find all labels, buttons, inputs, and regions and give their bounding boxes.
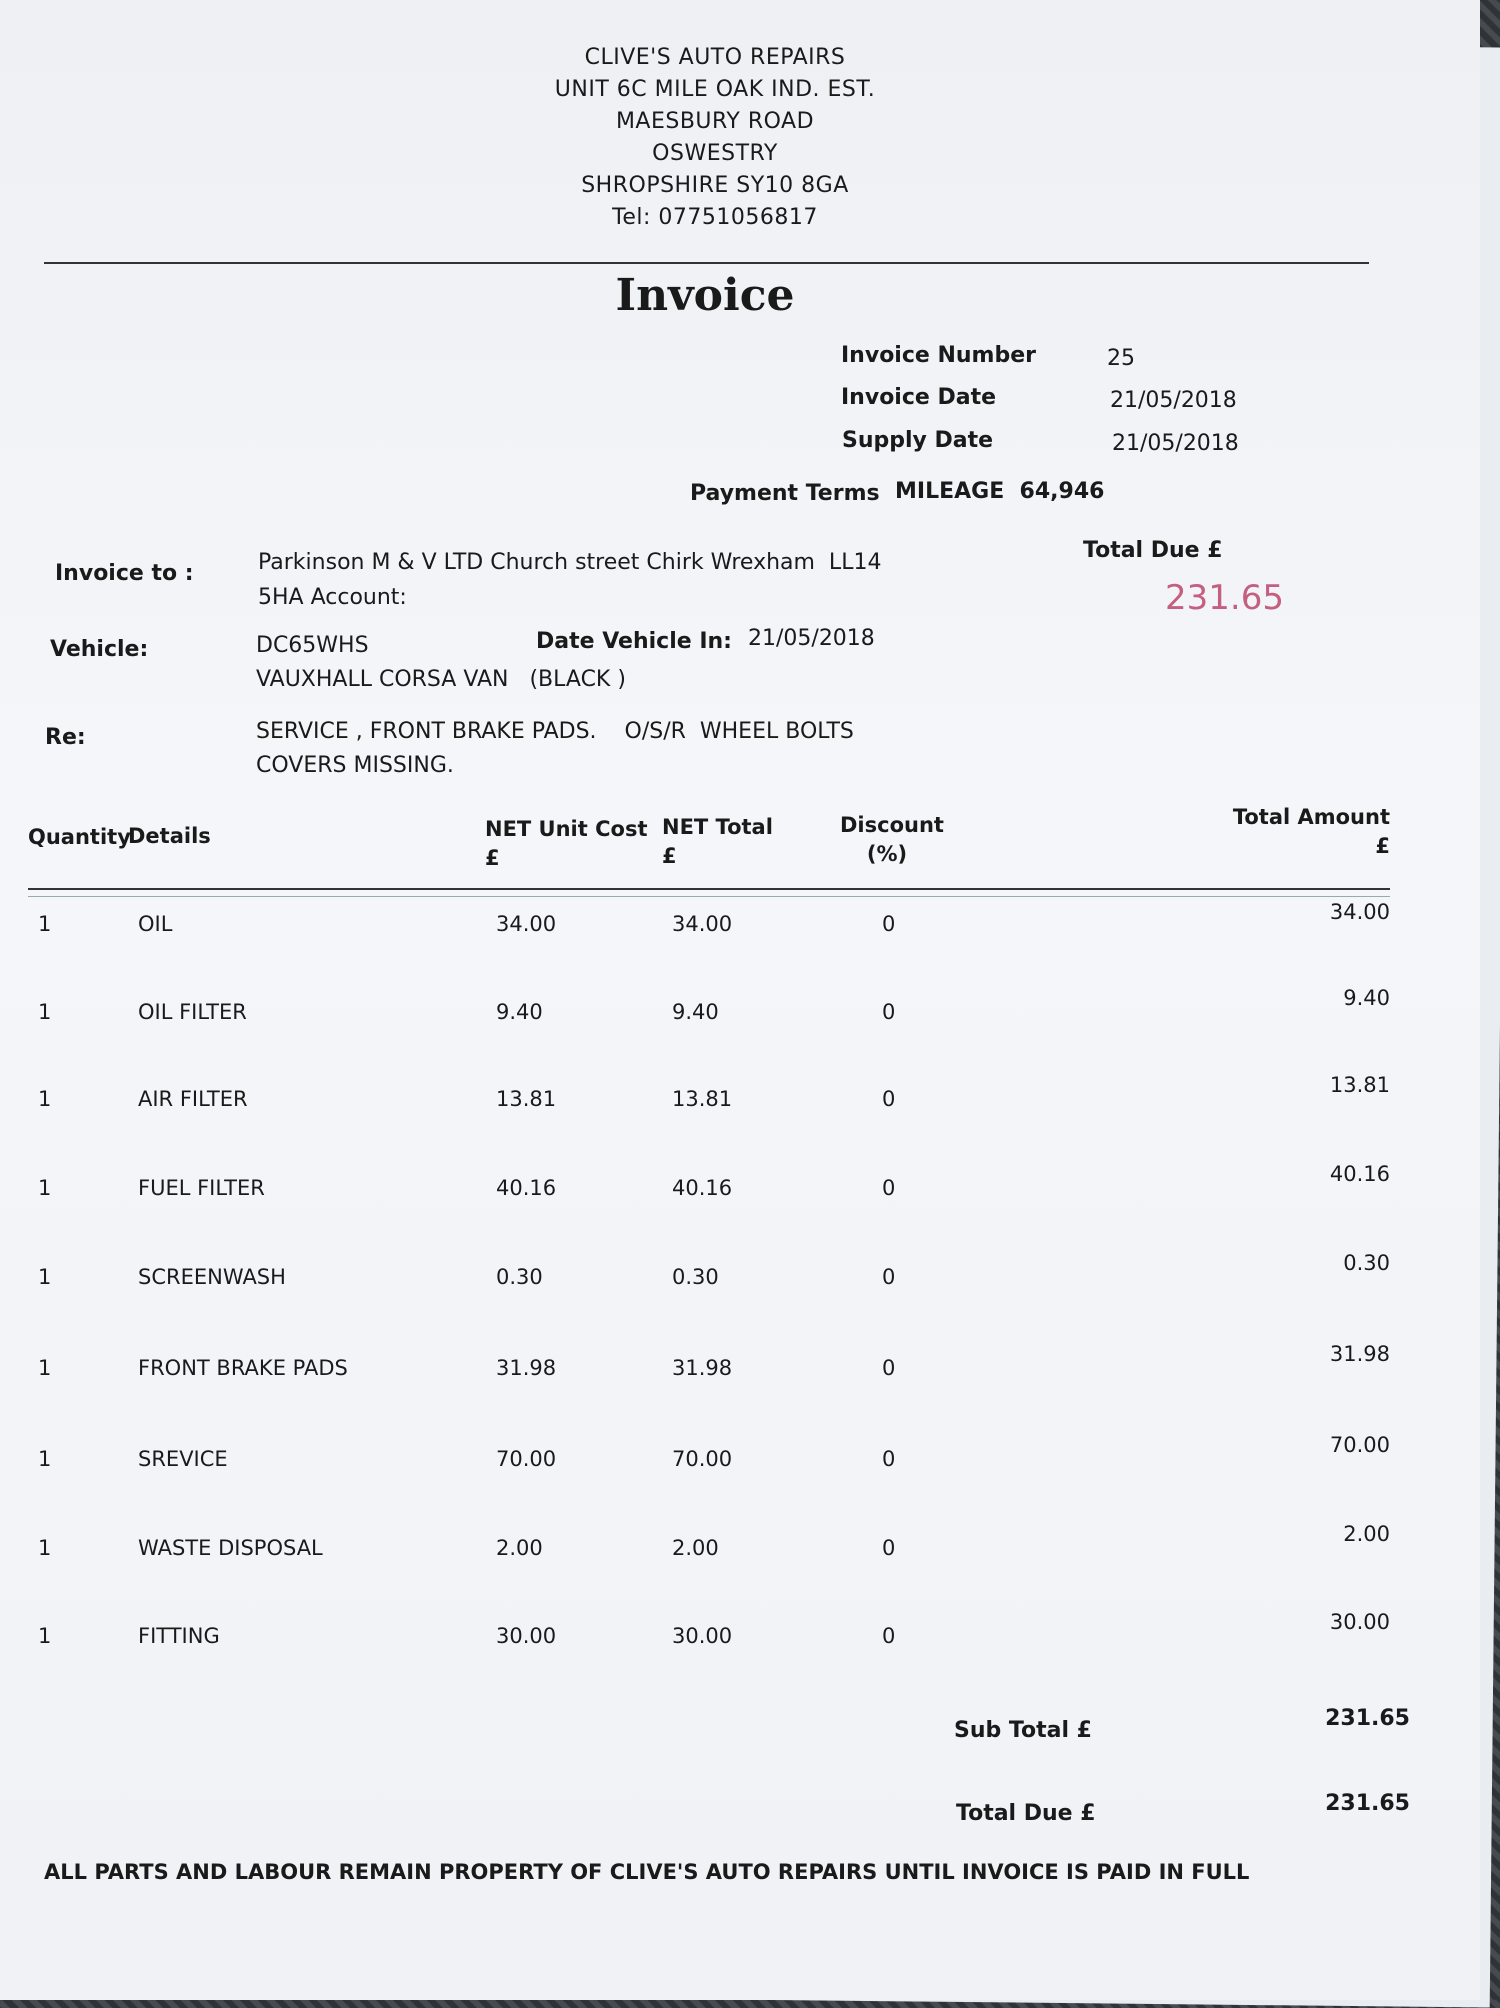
row-quantity: 1 [38, 1447, 52, 1471]
company-address-line-1: UNIT 6C MILE OAK IND. EST. [554, 77, 876, 102]
row-discount: 0 [882, 1265, 896, 1289]
row-discount: 0 [882, 1000, 896, 1024]
row-net-unit-cost: 40.16 [496, 1176, 557, 1200]
company-address-line-2: MAESBURY ROAD [615, 109, 815, 134]
invoice-to-line-2: 5HA Account: [258, 585, 407, 610]
row-net-unit-cost: 0.30 [496, 1265, 543, 1289]
vehicle-registration: DC65WHS [256, 633, 369, 658]
vehicle-description: VAUXHALL CORSA VAN (BLACK ) [256, 667, 626, 692]
column-header-discount: Discount (%) [840, 813, 944, 866]
table-row [0, 900, 1480, 952]
grand-total-value: 231.65 [1325, 1791, 1410, 1816]
header-divider [44, 262, 1369, 264]
row-discount: 0 [882, 1536, 896, 1560]
date-vehicle-in-label: Date Vehicle In: [536, 629, 732, 654]
row-details: OIL [138, 912, 173, 936]
row-total-amount: 70.00 [1329, 1433, 1390, 1457]
total-due-label: Total Due £ [1083, 538, 1223, 563]
total-due-amount: 231.65 [1165, 578, 1284, 618]
invoice-to-line-1: Parkinson M & V LTD Church street Chirk Wrexham LL14 [258, 550, 882, 575]
row-total-amount: 31.98 [1329, 1342, 1390, 1366]
grand-total-label: Total Due £ [956, 1801, 1096, 1826]
row-total-amount: 2.00 [1343, 1522, 1390, 1546]
row-net-unit-cost: 13.81 [496, 1087, 557, 1111]
table-row [0, 1342, 1480, 1396]
row-quantity: 1 [38, 912, 52, 936]
row-total-amount: 0.30 [1343, 1251, 1390, 1275]
row-net-unit-cost: 30.00 [496, 1624, 557, 1648]
re-line-1: SERVICE , FRONT BRAKE PADS. O/S/R WHEEL BOLTS [256, 719, 854, 744]
row-total-amount: 34.00 [1329, 900, 1390, 924]
row-details: FRONT BRAKE PADS [138, 1356, 348, 1380]
row-net-unit-cost: 9.40 [496, 1000, 543, 1024]
row-quantity: 1 [38, 1087, 52, 1111]
row-quantity: 1 [38, 1176, 52, 1200]
row-discount: 0 [882, 1356, 896, 1380]
re-line-2: COVERS MISSING. [256, 753, 454, 778]
invoice-date-label: Invoice Date [841, 385, 997, 410]
row-details: FUEL FILTER [138, 1176, 265, 1200]
company-phone: Tel: 07751056817 [612, 205, 818, 230]
vehicle-label: Vehicle: [50, 637, 149, 662]
row-total-amount: 13.81 [1329, 1073, 1390, 1097]
row-discount: 0 [882, 1087, 896, 1111]
row-net-total: 13.81 [672, 1087, 733, 1111]
row-discount: 0 [882, 1447, 896, 1471]
table-row [0, 1522, 1480, 1576]
column-header-quantity: Quantity [28, 825, 131, 849]
table-header-divider-secondary [28, 896, 1390, 897]
row-net-total: 40.16 [672, 1176, 733, 1200]
table-row [0, 1433, 1480, 1487]
row-quantity: 1 [38, 1000, 52, 1024]
row-net-total: 34.00 [672, 912, 733, 936]
ownership-notice: ALL PARTS AND LABOUR REMAIN PROPERTY OF CLIVE'S AUTO REPAIRS UNTIL INVOICE IS PAID IN FULL [44, 1860, 1250, 1884]
row-net-unit-cost: 2.00 [496, 1536, 543, 1560]
row-total-amount: 30.00 [1329, 1610, 1390, 1634]
date-vehicle-in-value: 21/05/2018 [748, 626, 875, 651]
table-row [0, 1073, 1480, 1127]
row-quantity: 1 [38, 1356, 52, 1380]
row-discount: 0 [882, 1176, 896, 1200]
column-header-total-amount: Total Amount £ [1232, 805, 1390, 858]
payment-terms-label: Payment Terms [690, 481, 880, 506]
row-quantity: 1 [38, 1536, 52, 1560]
supply-date-label: Supply Date [842, 428, 994, 453]
document-title: Invoice [615, 270, 795, 321]
row-net-total: 31.98 [672, 1356, 733, 1380]
column-header-net-unit-cost: NET Unit Cost £ [485, 817, 648, 870]
row-quantity: 1 [38, 1624, 52, 1648]
table-header-divider [28, 888, 1390, 890]
table-row [0, 986, 1480, 1040]
row-net-total: 70.00 [672, 1447, 733, 1471]
row-total-amount: 40.16 [1329, 1162, 1390, 1186]
row-net-total: 9.40 [672, 1000, 719, 1024]
supply-date-value: 21/05/2018 [1112, 431, 1239, 456]
row-net-total: 0.30 [672, 1265, 719, 1289]
company-name: CLIVE'S AUTO REPAIRS [584, 45, 846, 70]
row-details: FITTING [138, 1624, 220, 1648]
row-details: SCREENWASH [138, 1265, 286, 1289]
row-net-unit-cost: 34.00 [496, 912, 557, 936]
row-discount: 0 [882, 1624, 896, 1648]
row-net-unit-cost: 70.00 [496, 1447, 557, 1471]
row-discount: 0 [882, 912, 896, 936]
company-header [0, 42, 1430, 234]
sub-total-label: Sub Total £ [954, 1718, 1092, 1743]
row-details: AIR FILTER [138, 1087, 248, 1111]
table-row [0, 1251, 1480, 1305]
row-total-amount: 9.40 [1343, 986, 1390, 1010]
table-row [0, 1162, 1480, 1216]
re-label: Re: [45, 725, 86, 750]
row-net-unit-cost: 31.98 [496, 1356, 557, 1380]
column-header-net-total: NET Total £ [662, 815, 773, 868]
company-address-line-4: SHROPSHIRE SY10 8GA [581, 173, 849, 198]
invoice-to-label: Invoice to : [55, 561, 194, 586]
row-net-total: 2.00 [672, 1536, 719, 1560]
invoice-number-label: Invoice Number [841, 343, 1036, 368]
invoice-date-value: 21/05/2018 [1110, 388, 1237, 413]
payment-terms-value: MILEAGE 64,946 [895, 479, 1105, 504]
row-quantity: 1 [38, 1265, 52, 1289]
row-details: OIL FILTER [138, 1000, 247, 1024]
sub-total-value: 231.65 [1325, 1706, 1410, 1731]
company-address-line-3: OSWESTRY [652, 141, 778, 166]
column-header-details: Details [128, 824, 211, 848]
invoice-number-value: 25 [1107, 346, 1135, 371]
row-details: WASTE DISPOSAL [138, 1536, 323, 1560]
table-row [0, 1610, 1480, 1664]
row-details: SREVICE [138, 1447, 228, 1471]
row-net-total: 30.00 [672, 1624, 733, 1648]
